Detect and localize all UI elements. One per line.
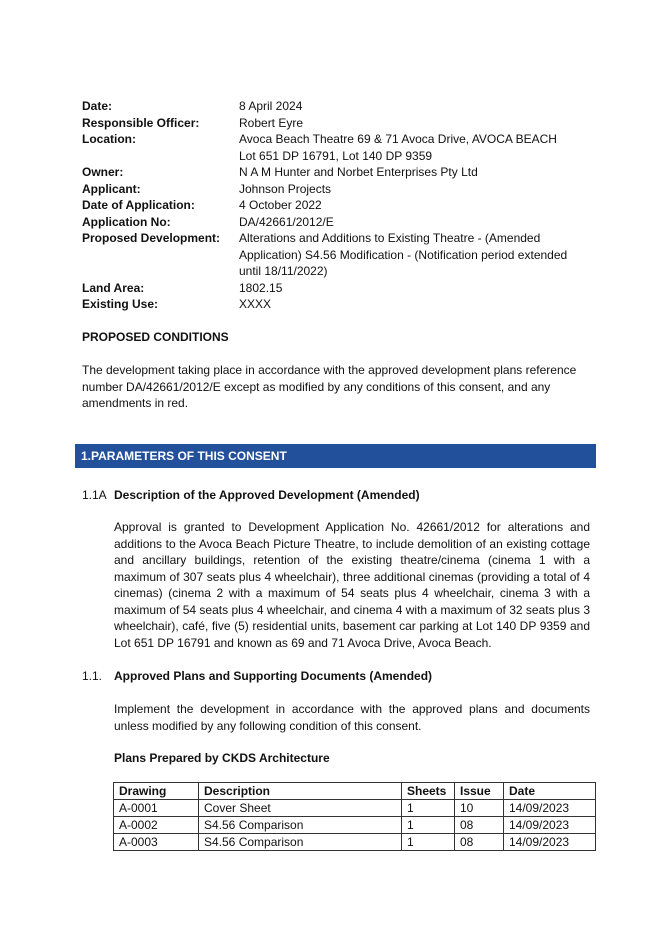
subsection-body: Approval is granted to Development Application No. 42661/2012 for alterations and additions to the Avoca Beach Picture Theatre, to include demolition of an existing cottage and ancillary buildings, retention of the existing theatre/cinema (cinema 1 with a maximum of 307 seats plus 4 wheelchair), three additional cinemas (providing a total of 4 cinemas) (cinema 2 with a maximum of 54 seats plus 4 wheelchair, cinema 3 with a maximum of 54 seats plus 4 wheelchair, and cinema 4 with a maximum of 32 seats plus 3 wheelchair), café, five (5) residential units, basement car parking at Lot 140 DP 9359 and Lot 651 DP 16791 and known as 69 and 71 Avoca Drive, Avoca Beach. — [114, 520, 590, 650]
table-cell: 14/09/2023 — [504, 800, 596, 817]
detail-value-line: until 18/11/2022) — [239, 264, 328, 278]
detail-row-existing-use — [82, 296, 602, 313]
detail-row-application-no — [82, 214, 602, 231]
plans-heading: Plans Prepared by CKDS Architecture — [114, 751, 330, 765]
detail-label: Existing Use: — [82, 297, 159, 311]
table-cell: A-0001 — [114, 800, 199, 817]
detail-value-line: 8 April 2024 — [239, 99, 303, 113]
table-cell: 14/09/2023 — [504, 817, 596, 834]
table-cell: Cover Sheet — [199, 800, 402, 817]
subsection-number: 1.1. — [82, 669, 103, 683]
table-cell: 08 — [455, 834, 504, 851]
detail-label: Proposed Development: — [82, 231, 221, 245]
detail-value-line: Alterations and Additions to Existing Theatre - (Amended — [239, 231, 541, 245]
column-header: Date — [504, 783, 596, 800]
detail-label: Responsible Officer: — [82, 115, 200, 130]
detail-value — [239, 280, 602, 297]
table-cell: 10 — [455, 800, 504, 817]
detail-value-line: 1802.15 — [239, 280, 283, 295]
detail-row-land-area — [82, 280, 602, 297]
subsection-number: 1.1A — [82, 488, 107, 502]
detail-label: Date: — [82, 99, 113, 113]
detail-value-line: N A M Hunter and Norbet Enterprises Pty Ltd — [239, 165, 478, 179]
table-cell: 08 — [455, 817, 504, 834]
detail-value — [239, 181, 602, 198]
column-header: Issue — [455, 783, 504, 800]
detail-value-line: DA/42661/2012/E — [239, 214, 334, 229]
detail-label: Date of Application: — [82, 198, 195, 212]
detail-value — [239, 197, 602, 214]
detail-value-line: XXXX — [239, 297, 272, 311]
detail-row-date-of-application — [82, 197, 602, 214]
detail-value — [239, 131, 602, 164]
table-row — [114, 800, 596, 817]
detail-row-owner — [82, 164, 602, 181]
detail-row-responsible-officer — [82, 115, 602, 132]
subsection-body: Implement the development in accordance with the approved plans and documents unless modified by any following condition of this consent. — [114, 702, 590, 733]
drawings-table — [113, 782, 596, 851]
detail-label: Land Area: — [82, 280, 145, 295]
table-cell: S4.56 Comparison — [199, 817, 402, 834]
table-cell: S4.56 Comparison — [199, 834, 402, 851]
detail-row-location — [82, 131, 602, 164]
column-header: Sheets — [402, 783, 455, 800]
column-header: Drawing — [114, 783, 199, 800]
subsection-title: Description of the Approved Development (Amended) — [114, 488, 420, 502]
detail-row-proposed-development — [82, 230, 602, 280]
detail-value — [239, 230, 602, 280]
detail-value-line: 4 October 2022 — [239, 198, 322, 212]
table-cell: 1 — [402, 817, 455, 834]
section-heading-bar: 1.PARAMETERS OF THIS CONSENT — [75, 444, 596, 468]
detail-value-line: Robert Eyre — [239, 115, 304, 130]
detail-row-date — [82, 98, 602, 115]
table-cell: A-0002 — [114, 817, 199, 834]
table-cell: 1 — [402, 834, 455, 851]
detail-value-line: Johnson Projects — [239, 181, 332, 196]
detail-value — [239, 98, 602, 115]
table-cell: A-0003 — [114, 834, 199, 851]
detail-value — [239, 115, 602, 132]
detail-value — [239, 164, 602, 181]
detail-label: Applicant: — [82, 181, 141, 196]
subsection-title: Approved Plans and Supporting Documents (Amended) — [114, 669, 433, 683]
proposed-conditions-heading: PROPOSED CONDITIONS — [82, 330, 229, 344]
table-row — [114, 834, 596, 851]
intro-paragraph: The development taking place in accordance with the approved development plans reference number DA/42661/2012/E except as modified by any conditions of this consent, and any amendments in red. — [82, 363, 577, 410]
detail-value-line: Application) S4.56 Modification - (Notification period extended — [239, 247, 568, 262]
table-row — [114, 817, 596, 834]
table-cell: 14/09/2023 — [504, 834, 596, 851]
application-details — [82, 98, 602, 313]
table-cell: 1 — [402, 800, 455, 817]
detail-label: Application No: — [82, 214, 171, 229]
detail-label: Owner: — [82, 165, 124, 179]
detail-label: Location: — [82, 132, 136, 146]
detail-value — [239, 296, 602, 313]
detail-row-applicant — [82, 181, 602, 198]
column-header: Description — [199, 783, 402, 800]
detail-value-line: Avoca Beach Theatre 69 & 71 Avoca Drive, AVOCA BEACH — [239, 132, 557, 146]
table-header-row — [114, 783, 596, 800]
detail-value-line: Lot 651 DP 16791, Lot 140 DP 9359 — [239, 148, 433, 163]
detail-value — [239, 214, 602, 231]
